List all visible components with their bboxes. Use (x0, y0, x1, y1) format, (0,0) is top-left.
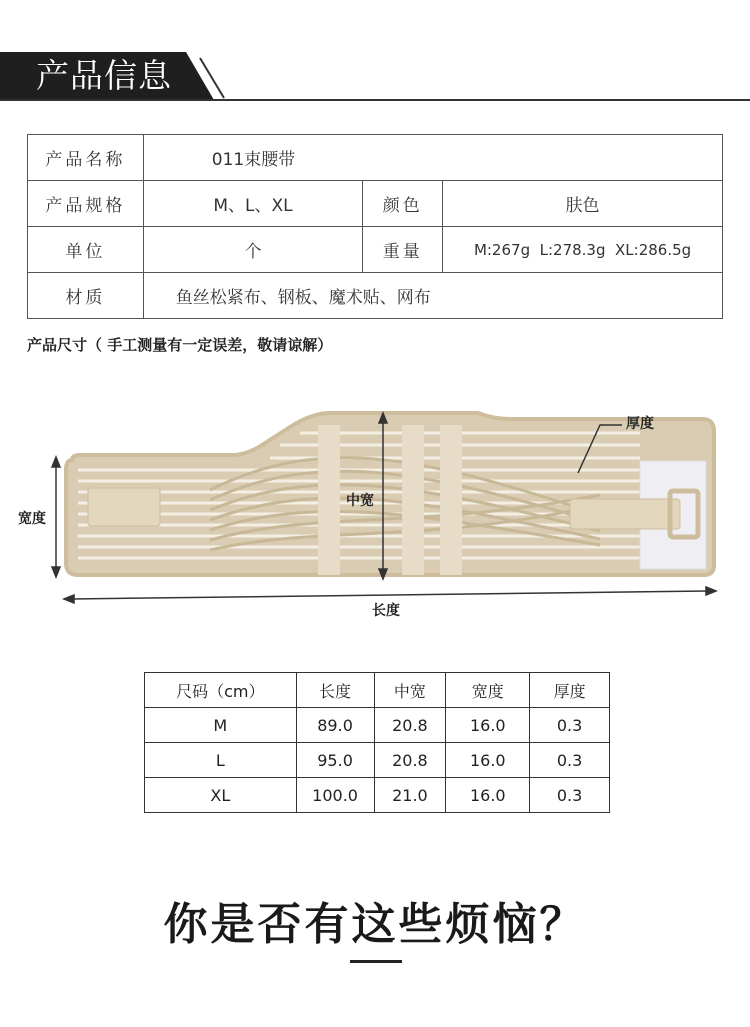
table-row (145, 778, 610, 813)
cell-size: M (145, 708, 297, 743)
heading-underline (350, 960, 402, 963)
cell-thickness: 0.3 (530, 743, 610, 778)
table-row (28, 135, 723, 181)
header-width: 宽度 (446, 673, 530, 708)
cell-length: 95.0 (296, 743, 374, 778)
support-stay-mid (402, 425, 424, 575)
cell-middle-width: 21.0 (374, 778, 446, 813)
side-strap (570, 499, 680, 529)
width-arrow (52, 457, 60, 577)
cell-width: 16.0 (446, 743, 530, 778)
belt-diagram (0, 395, 750, 630)
support-stay-right (440, 425, 462, 575)
cell-width: 16.0 (446, 708, 530, 743)
table-row (145, 708, 610, 743)
header-thickness: 厚度 (530, 673, 610, 708)
cell-size: XL (145, 778, 297, 813)
cell-size: L (145, 743, 297, 778)
info-label-weight: 重量 (363, 227, 443, 273)
info-value-material: 鱼丝松紧布、钢板、魔术贴、网布 (143, 273, 722, 319)
info-label-spec: 产品规格 (28, 181, 144, 227)
info-label-unit: 单位 (28, 227, 144, 273)
info-value-color: 肤色 (443, 181, 723, 227)
info-value-weight: M:267g L:278.3g XL:286.5g (443, 227, 723, 273)
info-label-color: 颜色 (363, 181, 443, 227)
size-table (144, 672, 610, 813)
header-size: 尺码（cm） (145, 673, 297, 708)
table-row (145, 743, 610, 778)
info-label-name: 产品名称 (28, 135, 144, 181)
cell-thickness: 0.3 (530, 708, 610, 743)
table-row (28, 273, 723, 319)
label-width: 宽度 (18, 511, 46, 527)
info-value-unit: 个 (143, 227, 363, 273)
header-slash-decoration (196, 54, 226, 102)
header-length: 长度 (296, 673, 374, 708)
length-arrow (64, 587, 716, 603)
belt-end-tab (88, 488, 160, 526)
label-length: 长度 (372, 603, 400, 619)
belt-body (66, 413, 714, 575)
table-header-row (145, 673, 610, 708)
table-row (28, 227, 723, 273)
product-info-table (27, 134, 723, 319)
section-title: 产品信息 (36, 56, 172, 95)
cell-thickness: 0.3 (530, 778, 610, 813)
info-value-name: 011束腰带 (143, 135, 722, 181)
label-middle-width: 中宽 (346, 493, 374, 509)
header-rule (0, 99, 750, 101)
cell-length: 89.0 (296, 708, 374, 743)
header-middle-width: 中宽 (374, 673, 446, 708)
problems-heading: 你是否有这些烦恼？ (163, 899, 587, 950)
dimensions-heading: 产品尺寸（ 手工测量有一定误差，敬请谅解） (27, 336, 333, 354)
info-label-material: 材质 (28, 273, 144, 319)
info-value-spec: M、L、XL (143, 181, 363, 227)
cell-middle-width: 20.8 (374, 743, 446, 778)
section-header (0, 52, 750, 104)
cell-width: 16.0 (446, 778, 530, 813)
table-row (28, 181, 723, 227)
cell-length: 100.0 (296, 778, 374, 813)
cell-middle-width: 20.8 (374, 708, 446, 743)
support-stay-left (318, 425, 340, 575)
label-thickness: 厚度 (626, 416, 654, 432)
